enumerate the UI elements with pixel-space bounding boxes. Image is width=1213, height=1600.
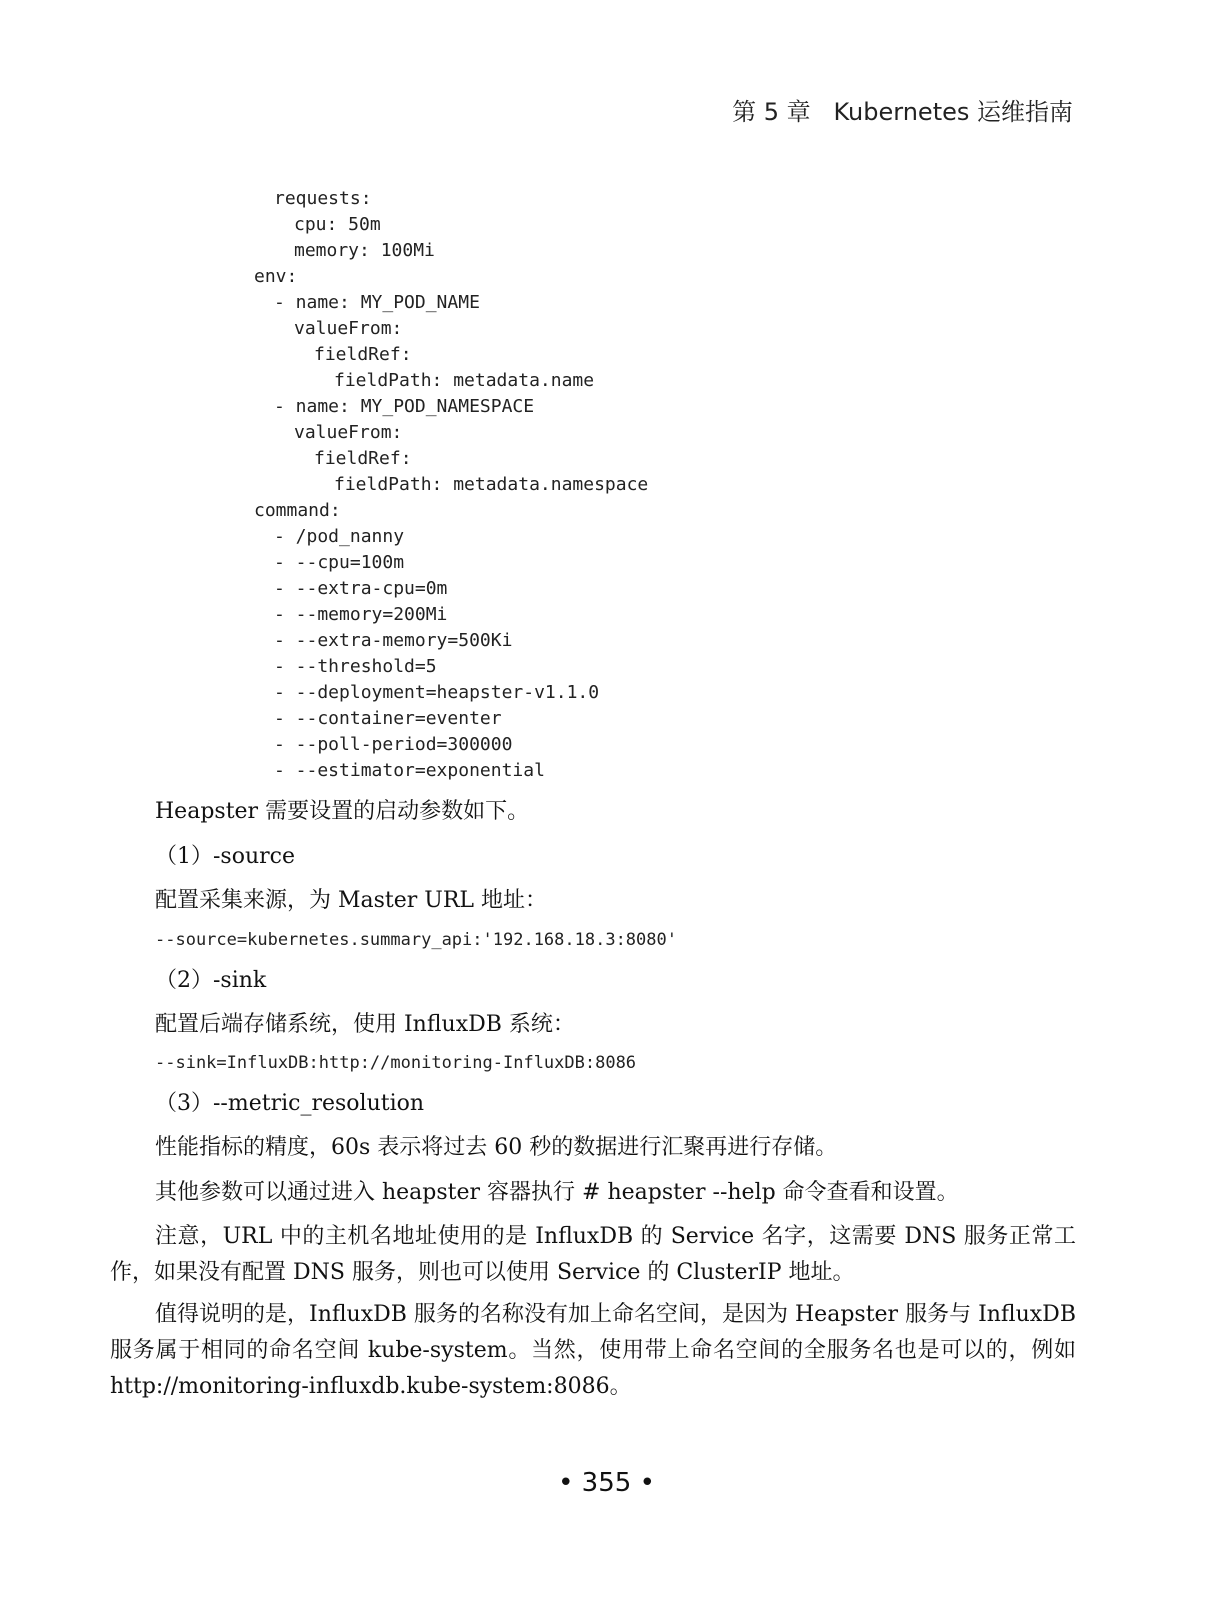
code-line: - name: MY_POD_NAMESPACE	[274, 396, 535, 417]
code-line: fieldRef:	[314, 448, 412, 469]
code-line: valueFrom:	[294, 318, 403, 339]
code-line: env:	[254, 266, 298, 287]
code-line: cpu: 50m	[294, 214, 381, 235]
code-line: valueFrom:	[294, 422, 403, 443]
chapter-title: Kubernetes 运维指南	[833, 98, 1073, 126]
param-sink-description: 配置后端存储系统，使用 InfluxDB 系统：	[155, 1012, 575, 1037]
code-line: - /pod_nanny	[274, 526, 405, 547]
code-line: - --cpu=100m	[274, 552, 405, 573]
code-line: - --estimator=exponential	[274, 760, 545, 781]
page-number: • 355 •	[558, 1468, 655, 1498]
intro-paragraph: Heapster 需要设置的启动参数如下。	[155, 799, 530, 824]
code-line: - --deployment=heapster-v1.1.0	[274, 682, 600, 703]
code-line: - --extra-memory=500Ki	[274, 630, 513, 651]
param-resolution-description: 性能指标的精度，60s 表示将过去 60 秒的数据进行汇聚再进行存储。	[155, 1135, 838, 1160]
explanation-paragraph: 值得说明的是，InfluxDB 服务的名称没有加上命名空间，是因为 Heapster 服务与 InfluxDB 服务属于相同的命名空间 kube-system。当然，使用带上命名空间的全服务名也是可以的，例如 http://monitoring-influxdb.kube-system:8086。	[110, 1302, 1076, 1399]
code-line: - --poll-period=300000	[274, 734, 513, 755]
code-line: fieldPath: metadata.namespace	[334, 474, 649, 495]
code-line: requests:	[274, 188, 372, 209]
code-line: fieldRef:	[314, 344, 412, 365]
param-source-description: 配置采集来源，为 Master URL 地址：	[155, 888, 548, 913]
yaml-code-block	[0, 186, 648, 784]
other-params-paragraph: 其他参数可以通过进入 heapster 容器执行 # heapster --help 命令查看和设置。	[155, 1180, 959, 1205]
code-line: memory: 100Mi	[294, 240, 435, 261]
code-line: - --threshold=5	[274, 656, 437, 677]
param-sink-title: （2）-sink	[155, 968, 267, 993]
chapter-number: 第 5 章	[732, 98, 811, 126]
param-source-title: （1）-source	[155, 844, 295, 869]
code-line: command:	[254, 500, 341, 521]
code-line: - name: MY_POD_NAME	[274, 292, 480, 313]
code-line: fieldPath: metadata.name	[334, 370, 595, 391]
param-sink-command: --sink=InfluxDB:http://monitoring-InfluxDB:8086	[155, 1053, 637, 1073]
code-line: - --extra-cpu=0m	[274, 578, 448, 599]
code-line: - --memory=200Mi	[274, 604, 448, 625]
code-line: - --container=eventer	[274, 708, 502, 729]
running-header	[732, 92, 1073, 127]
param-resolution-title: （3）--metric_resolution	[155, 1091, 425, 1116]
note-paragraph: 注意，URL 中的主机名地址使用的是 InfluxDB 的 Service 名字，这需要 DNS 服务正常工作，如果没有配置 DNS 服务，则也可以使用 Service 的 ClusterIP 地址。	[110, 1224, 1076, 1285]
param-source-command: --source=kubernetes.summary_api:'192.168.18.3:8080'	[155, 930, 677, 950]
